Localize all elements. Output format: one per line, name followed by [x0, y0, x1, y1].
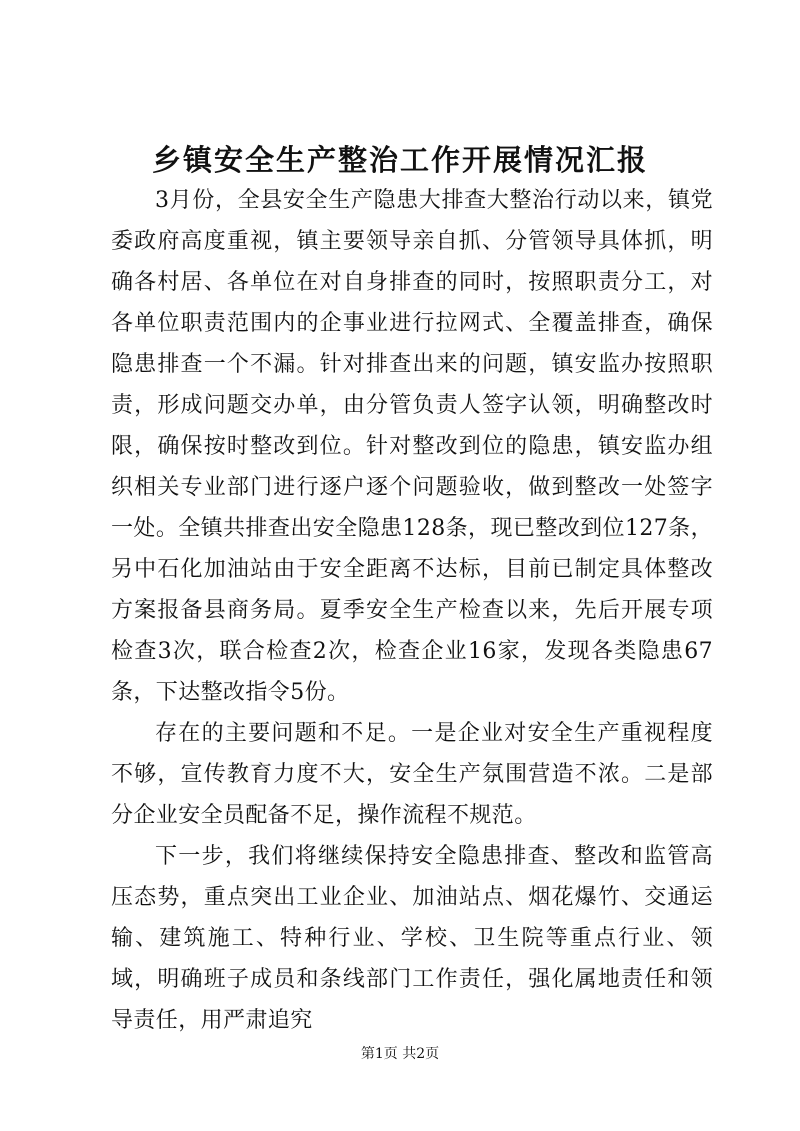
paragraph-next-steps: 下一步，我们将继续保持安全隐患排查、整改和监管高压态势，重点突出工业企业、加油站点、烟花爆竹、交通运输、建筑施工、特种行业、学校、卫生院等重点行业、领域，明确班子成员和条线部门工作责任，强化属地责任和领导责任，用严肃追究	[111, 844, 713, 1033]
page-footer: 第1页 共2页	[360, 1046, 440, 1062]
paragraph-inspection-summary: 3月份，全县安全生产隐患大排查大整治行动以来，镇党委政府高度重视，镇主要领导亲自抓、分管领导具体抓，明确各村居、各单位在对自身排查的同时，按照职责分工，对各单位职责范围内的企事业进行拉网式、全覆盖排查，确保隐患排查一个不漏。针对排查出来的问题，镇安监办按照职责，形成问题交办单，由分管负责人签字认领，明确整改时限，确保按时整改到位。针对整改到位的隐患，镇安监办组织相关专业部门进行逐户逐个问题验收，做到整改一处签字一处。全镇共排查出安全隐患128条，现已整改到位127条，另中石化加油站由于安全距离不达标，目前已制定具体整改方案报备县商务局。夏季安全生产检查以来，先后开展专项检查3次，联合检查2次，检查企业16家，发现各类隐患67条，下达整改指令5份。	[111, 188, 713, 705]
document-title: 乡镇安全生产整治工作开展情况汇报	[151, 143, 648, 177]
paragraph-problems: 存在的主要问题和不足。一是企业对安全生产重视程度不够，宣传教育力度不大，安全生产氛围营造不浓。二是部分企业安全员配备不足，操作流程不规范。	[111, 721, 713, 828]
document-body	[111, 180, 713, 1041]
